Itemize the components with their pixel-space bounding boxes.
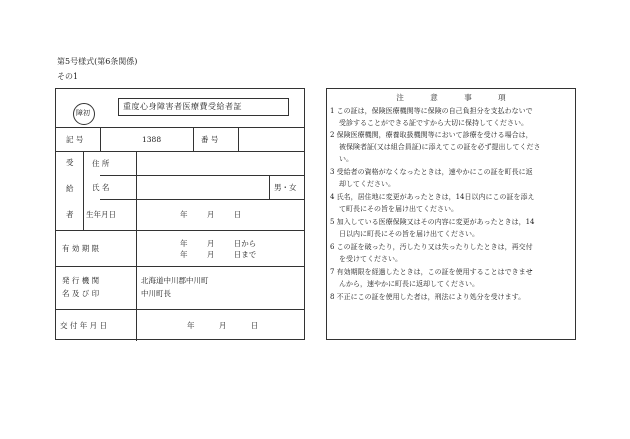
hakko-label: 発 行 機 関 [62,276,100,285]
note-line: 7 有効期限を経過したときは，この証を使用することはできませ [330,268,533,276]
notes-header: 注 意 事 項 [396,93,506,102]
meiin-label: 名 及 び 印 [62,289,100,298]
note-line: 5 加入している医療保険又はその内容に変更があったときは，14 [330,218,535,226]
note-line: 被保険者証(又は組合員証)に添えてこの証を必ず提出してくださ [339,143,541,151]
note-line: 2 保険医療機関，療養取扱機関等において診療を受ける場合は， [330,131,533,139]
note-line: て町長にその旨を届け出てください。 [339,205,458,213]
note-line: 受診することができる証ですから大切に保持してください。 [339,119,528,127]
yuko-from: 年 月 日から [180,239,257,248]
certificate-card [55,88,305,340]
jukyusha-3: 者 [66,210,74,219]
sono-label: その1 [57,72,79,81]
bangou-label: 番 号 [201,135,219,144]
note-line: んから，速やかに町長に返却してください。 [339,280,479,288]
jukyusha-2: 給 [66,184,74,193]
yuko-label: 有 効 期 限 [62,244,100,253]
form-number: 第5号様式(第6条関係) [57,57,138,66]
note-line: を受けてください。 [339,255,402,263]
yuko-to: 年 月 日まで [180,250,257,259]
shimei-label: 氏 名 [92,183,110,192]
jukyusha-1: 受 [66,158,74,167]
notes-box [326,88,576,340]
gender-label: 男・女 [274,183,297,192]
kigou-value: 1388 [142,135,162,144]
kofu-label: 交 付 年 月 日 [60,321,108,330]
note-line: い。 [339,155,353,163]
kigou-label: 記 号 [66,135,84,144]
note-line: 日以内に町長にその旨を届け出てください。 [339,230,479,238]
kofu-value: 年 月 日 [187,321,259,330]
note-line: 4 氏名，居住地に変更があったときは，14日以内にこの証を添え [330,193,535,201]
card-title: 重度心身障害者医療費受給者証 [123,102,242,111]
note-line: 8 不正にこの証を使用した者は，刑法により処分を受けます。 [330,293,526,301]
birth-value: 年 月 日 [180,210,242,219]
jusho-label: 住 所 [92,159,110,168]
stamp-text: 障初 [76,109,90,117]
note-line: 却してください。 [339,180,395,188]
note-line: 3 受給者の資格がなくなったときは，速やかにこの証を町長に返 [330,168,533,176]
hakko-value: 北海道中川郡中川町 [141,276,209,285]
birth-label: 生年月日 [86,210,116,219]
note-line: 6 この証を破ったり，汚したり又は失ったりしたときは，再交付 [330,243,533,251]
note-line: 1 この証は，保険医療機関等に保険の自己負担分を支払わないで [330,107,533,115]
meiin-value: 中川町長 [141,289,171,298]
